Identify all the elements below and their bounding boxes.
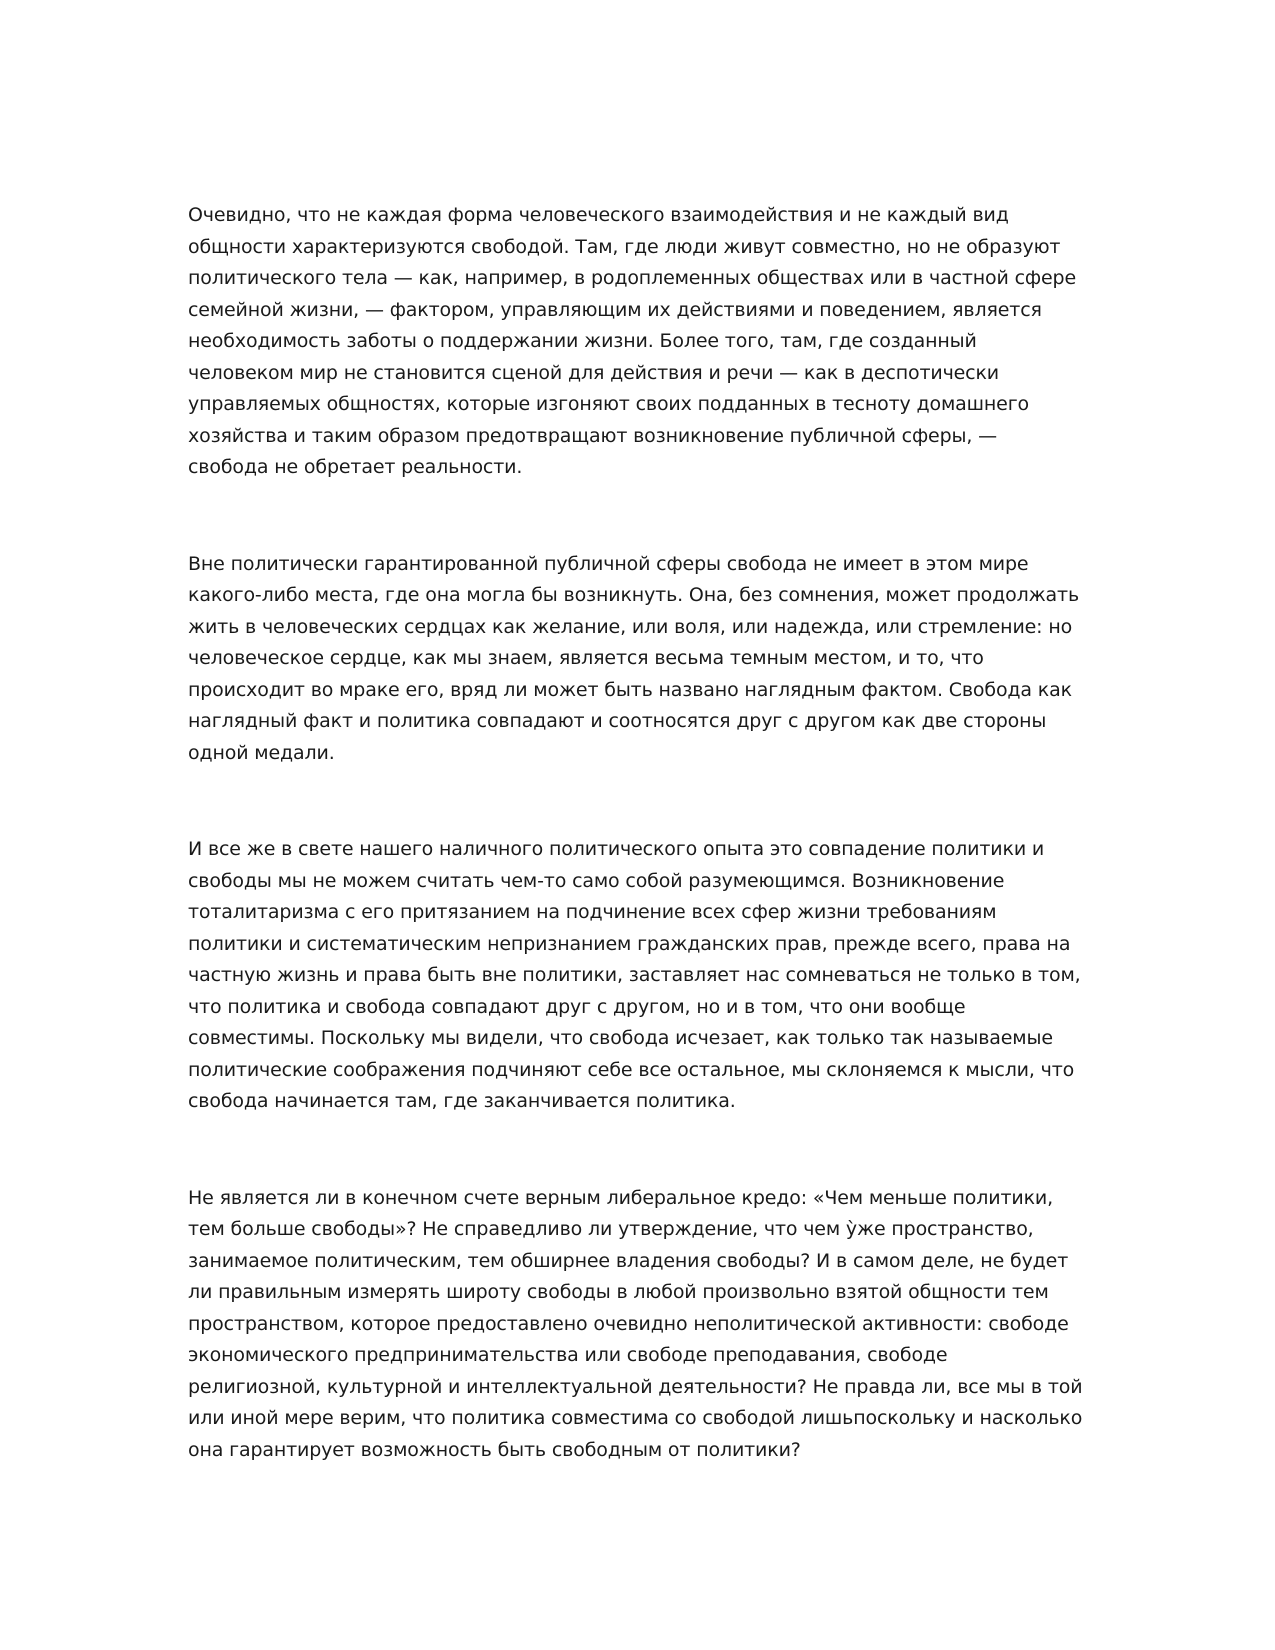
document-body [188, 200, 1083, 1466]
paragraph-3: И все же в свете нашего наличного политического опыта это совпадение политики и свободы мы не можем считать чем-то само собой разумеющимся. Возникновение тоталитаризма с его притязанием на подчинение всех сфер жизни требованиям политики и систематическим непризнанием гражданских прав, прежде всего, права на частную жизнь и права быть вне политики, заставляет нас сомневаться не только в том, что политика и свобода совпадают друг с другом, но и в том, что они вообще совместимы. Поскольку мы видели, что свобода исчезает, как только так называемые политические соображения подчиняют себе все остальное, мы склоняемся к мысли, что свобода начинается там, где заканчивается политика. [188, 838, 1081, 1112]
paragraph-2: Вне политически гарантированной публичной сферы свобода не имеет в этом мире какого-либо места, где она могла бы возникнуть. Она, без сомнения, может продолжать жить в человеческих сердцах как желание, или воля, или надежда, или стремление: но человеческое сердце, как мы знаем, является весьма темным местом, и то, что происходит во мраке его, вряд ли может быть названо наглядным фактом. Свобода как наглядный факт и политика совпадают и соотносятся друг с другом как две стороны одной медали. [188, 552, 1080, 764]
paragraph-4: Не является ли в конечном счете верным либеральное кредо: «Чем меньше политики, тем больше свободы»? Не справедливо ли утверждение, что чем у̀же пространство, занимаемое политическим, тем обширнее владения свободы? И в самом деле, не будет ли правильным измерять широту свободы в любой произвольно взятой общности тем пространством, которое предоставлено очевидно неполитической активности: свободе экономического предпринимательства или свободе преподавания, свободе религиозной, культурной и интеллектуальной деятельности? Не правда ли, все мы в той или иной мере верим, что политика совместима со свободой лишьпоскольку и насколько она гарантирует возможность быть свободным от политики? [188, 1186, 1083, 1461]
paragraph-1: Очевидно, что не каждая форма человеческого взаимодействия и не каждый вид общности характеризуются свободой. Там, где люди живут совместно, но не образуют политического тела — как, например, в родоплеменных обществах или в частной сфере семейной жизни, — фактором, управляющим их действиями и поведением, является необходимость заботы о поддержании жизни. Более того, там, где созданный человеком мир не становится сценой для действия и речи — как в деспотически управляемых общностях, которые изгоняют своих подданных в тесноту домашнего хозяйства и таким образом предотвращают возникновение публичной сферы, — свобода не обретает реальности. [188, 204, 1076, 478]
